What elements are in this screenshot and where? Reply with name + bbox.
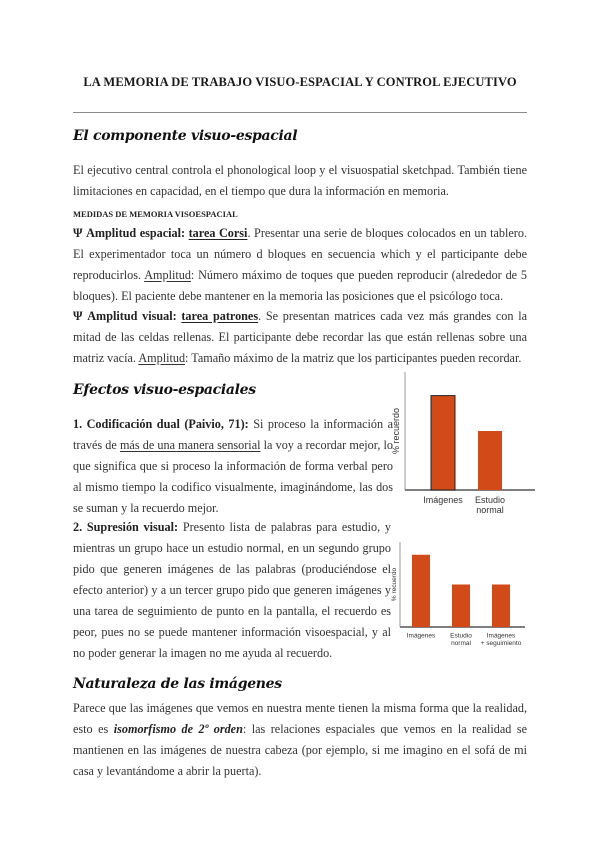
emphasized-term: isomorfismo de 2º orden [113,722,243,736]
paragraph-label: 1. Codificación dual (Paivio, 71): [73,417,249,431]
bar-chart-codificacion-dual [390,368,540,520]
paragraph-label: 2. Supresión visual: [73,520,179,534]
item-label: Amplitud espacial: [86,226,186,240]
x-tick-label: Imágenes [406,632,436,640]
page-title: LA MEMORIA DE TRABAJO VISUO-ESPACIAL Y CONTROL EJECUTIVO [83,75,517,89]
x-tick-label: Estudio [474,495,506,505]
y-axis-label: % recuerdo [391,407,401,455]
item-text: . Se presentan matrices cada vez más grandes con la mitad de las celdas rellenas. El participante debe recordar las que están rellenas sobre una matriz vacía. [73,309,528,365]
intro-paragraph: El ejecutivo central controla el phonological loop y el visuospatial sketchpad. También tiene limitaciones en capacidad, en el tiempo que dura la información en memoria. [73,163,527,198]
bar [478,431,502,490]
task-name: tarea Corsi [188,226,248,240]
section-heading-visuo-espacial: El componente visuo-espacial [73,128,298,144]
x-tick-label: normal [451,640,471,647]
x-tick-label: normal [476,505,504,515]
text: Presento lista de palabras para estudio, y mientras un grupo hace un estudio normal, en un segundo grupo pido que generen imágenes de las palabras (produciéndose el efecto anterior) y a un tercer grupo pido que generen imágenes y una tarea de seguimiento de punto en la pantalla, el recuerdo es peor, pues no se puede mantener información visoespacial, y al no poder generar la imagen no me ayuda al recuerdo. [73,520,391,660]
bar [431,396,455,490]
amplitud-label: Amplitud [144,268,191,282]
bullet-icon: Ψ [73,226,83,240]
bullet-icon: Ψ [73,309,83,323]
amplitud-label: Amplitud [138,351,186,365]
underlined-text: más de una manera sensorial [119,438,261,452]
bar [492,585,510,628]
x-tick-label: Imágenes [486,632,516,640]
section-heading-naturaleza: Naturaleza de las imágenes [73,676,282,692]
x-tick-label: + seguimiento [480,640,522,647]
text: Parece que las imágenes que vemos en nuestra mente tienen la misma forma que la realidad, esto es [73,701,527,736]
x-tick-label: Imágenes [423,495,463,505]
item-label: Amplitud visual: [87,309,177,323]
bar [452,585,470,628]
paragraph-supresion-visual [73,517,391,664]
x-tick-label: Estudio [450,632,472,640]
amplitud-text: : Número máximo de toques que pueden reproducir (alrededor de 5 bloques). El paciente debe mantener en la memoria las posiciones que el psicólogo toca. [73,268,527,303]
y-axis-label: % recuerdo [391,567,398,602]
text: : las relaciones espaciales que vemos en la realidad se mantienen en las imágenes de nuestra cabeza (por ejemplo, si me imagino en el sofá de mi casa y levantándome a abrir la puerta). [73,722,527,778]
item-amplitud-espacial [73,223,527,307]
bar [412,555,430,627]
section-heading-efectos: Efectos visuo-espaciales [73,382,256,398]
subheading-medidas: MEDIDAS DE MEMORIA VISOESPACIAL [73,209,238,219]
text: la voy a recordar mejor, lo que significa que si proceso la información de forma verbal pero al mismo tiempo la codifico visualmente, imaginándome, las dos se suman y la recuerdo mejor. [73,438,394,515]
amplitud-text: : Tamaño máximo de la matriz que los participantes pueden recordar. [185,351,522,365]
bar-chart-supresion-visual [390,538,540,656]
paragraph-naturaleza [73,698,527,782]
task-name: tarea patrones [181,309,259,323]
item-text: . Presentar una serie de bloques colocados en un tablero. El experimentador toca un número d bloques en secuencia which y el participante debe reproducirlos. [73,226,528,282]
item-amplitud-visual [73,306,527,369]
text: Si proceso la información a través de [73,417,393,452]
title-divider [73,112,527,113]
paragraph-codificacion-dual [73,414,393,519]
